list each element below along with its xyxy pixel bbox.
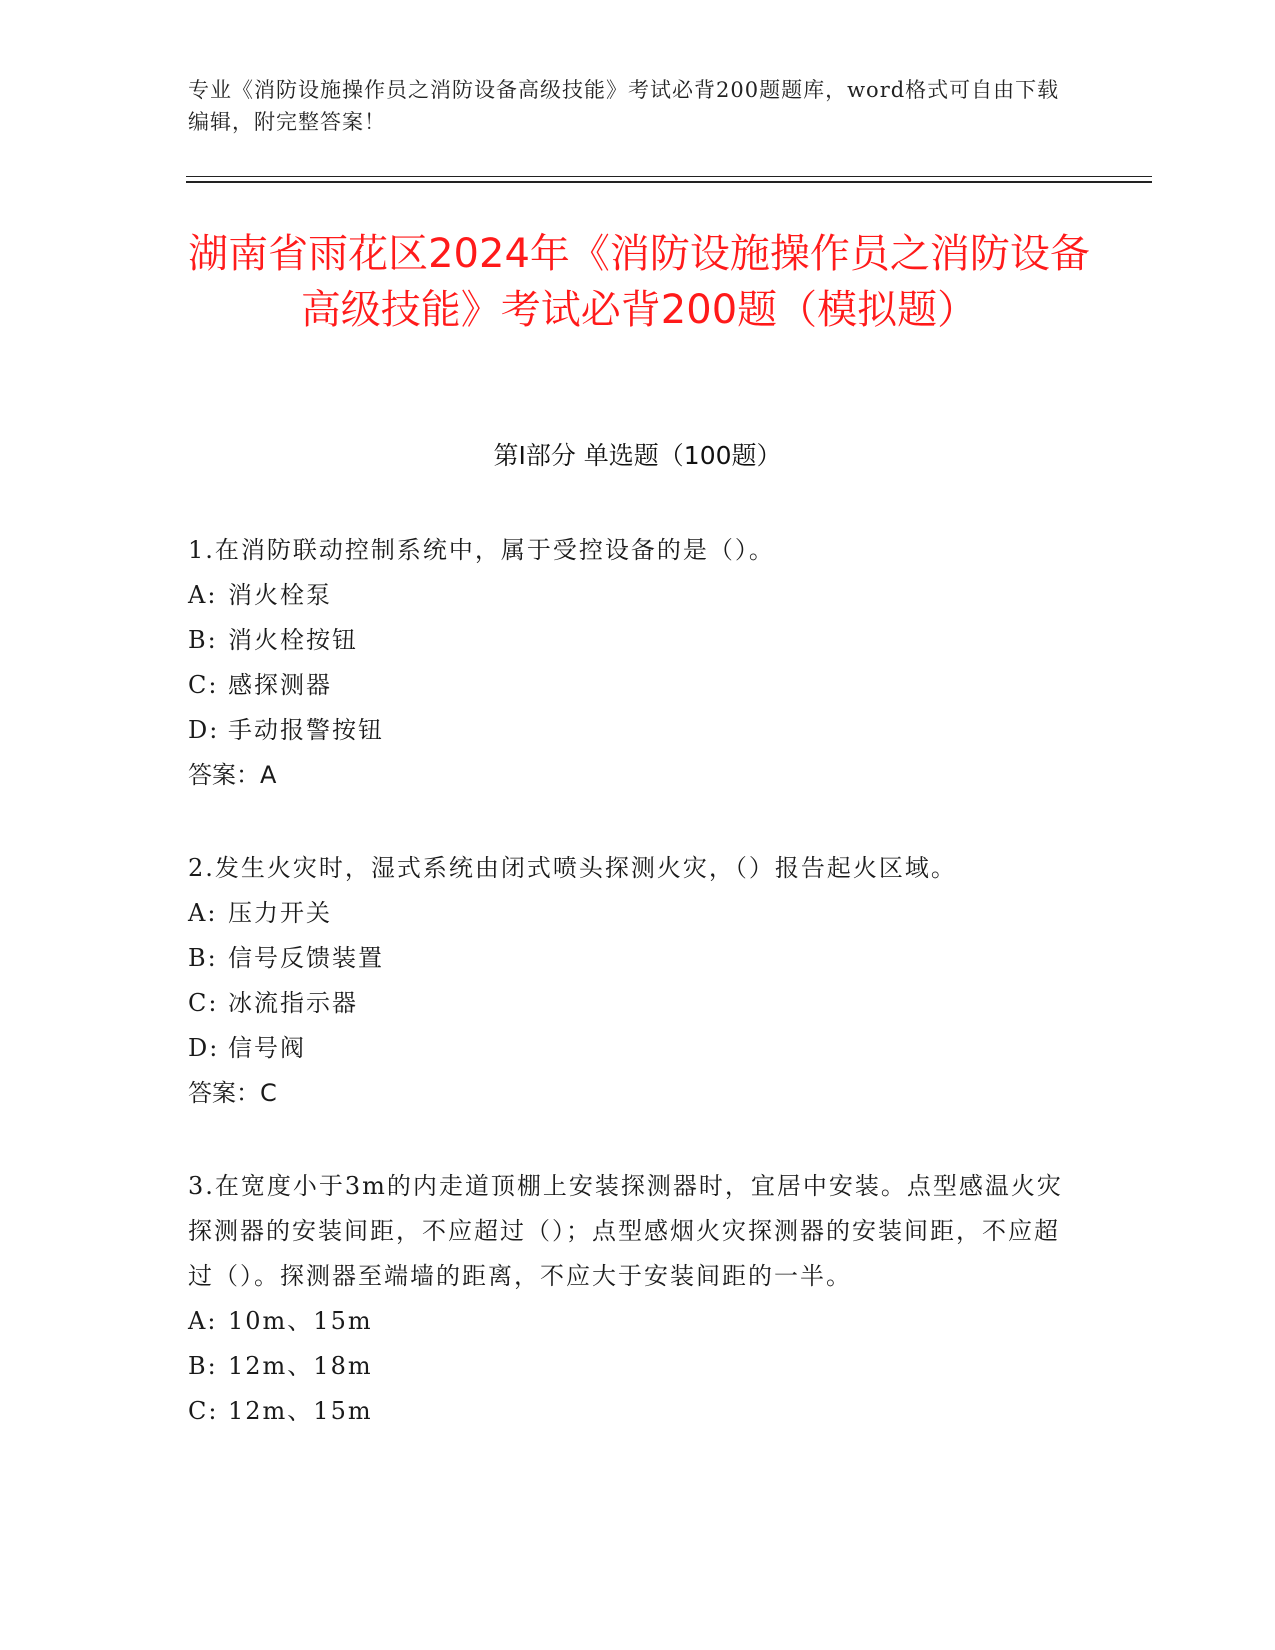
option-key: A: [188, 581, 218, 609]
document-title: 湖南省雨花区2024年《消防设施操作员之消防设备高级技能》考试必背200题（模拟题） [188, 231, 1090, 333]
option-text: 冰流指示器 [228, 989, 358, 1017]
option-text: 10m、15m [228, 1307, 373, 1335]
answer-line: 答案：A [188, 761, 277, 789]
option-text: 感探测器 [228, 671, 332, 699]
option-key: A: [188, 899, 218, 927]
question-2 [188, 846, 1068, 1116]
option-key: C: [188, 989, 219, 1017]
option-key: C: [188, 671, 219, 699]
option-text: 消火栓按钮 [228, 626, 358, 654]
option-text: 信号反馈装置 [228, 944, 384, 972]
option-b [188, 936, 1068, 981]
question-list [188, 528, 1068, 1482]
option-b [188, 1344, 1068, 1389]
option-a [188, 1299, 1068, 1344]
option-key: A: [188, 1307, 218, 1335]
option-c [188, 1389, 1068, 1434]
option-text: 信号阀 [228, 1034, 306, 1062]
option-c [188, 663, 1068, 708]
option-key: C: [188, 1397, 219, 1425]
option-a [188, 891, 1068, 936]
question-stem: 3.在宽度小于3m的内走道顶棚上安装探测器时，宜居中安装。点型感温火灾探测器的安装间距，不应超过（）；点型感烟火灾探测器的安装间距，不应超过（）。探测器至端墙的距离，不应大于安装间距的一半。 [188, 1172, 1063, 1290]
option-text: 12m、15m [228, 1397, 373, 1425]
question-3 [188, 1164, 1068, 1434]
option-key: B: [188, 1352, 218, 1380]
header-divider-thick [186, 181, 1152, 183]
option-text: 压力开关 [228, 899, 332, 927]
header-divider-thin [186, 176, 1152, 177]
question-1 [188, 528, 1068, 798]
answer-line: 答案：C [188, 1079, 277, 1107]
option-text: 手动报警按钮 [228, 716, 384, 744]
header-note: 专业《消防设施操作员之消防设备高级技能》考试必背200题题库，word格式可自由下载编辑，附完整答案！ [188, 78, 1060, 134]
option-d [188, 708, 1068, 753]
option-d [188, 1026, 1068, 1071]
option-text: 消火栓泵 [228, 581, 332, 609]
option-text: 12m、18m [228, 1352, 373, 1380]
option-a [188, 573, 1068, 618]
section-heading: 第I部分 单选题（100题） [493, 441, 782, 470]
question-stem: 1.在消防联动控制系统中，属于受控设备的是（）。 [188, 536, 775, 564]
option-key: D: [188, 1034, 220, 1062]
question-stem: 2.发生火灾时，湿式系统由闭式喷头探测火灾，（）报告起火区域。 [188, 854, 957, 882]
option-key: B: [188, 944, 218, 972]
option-key: D: [188, 716, 220, 744]
option-b [188, 618, 1068, 663]
option-c [188, 981, 1068, 1026]
option-key: B: [188, 626, 218, 654]
